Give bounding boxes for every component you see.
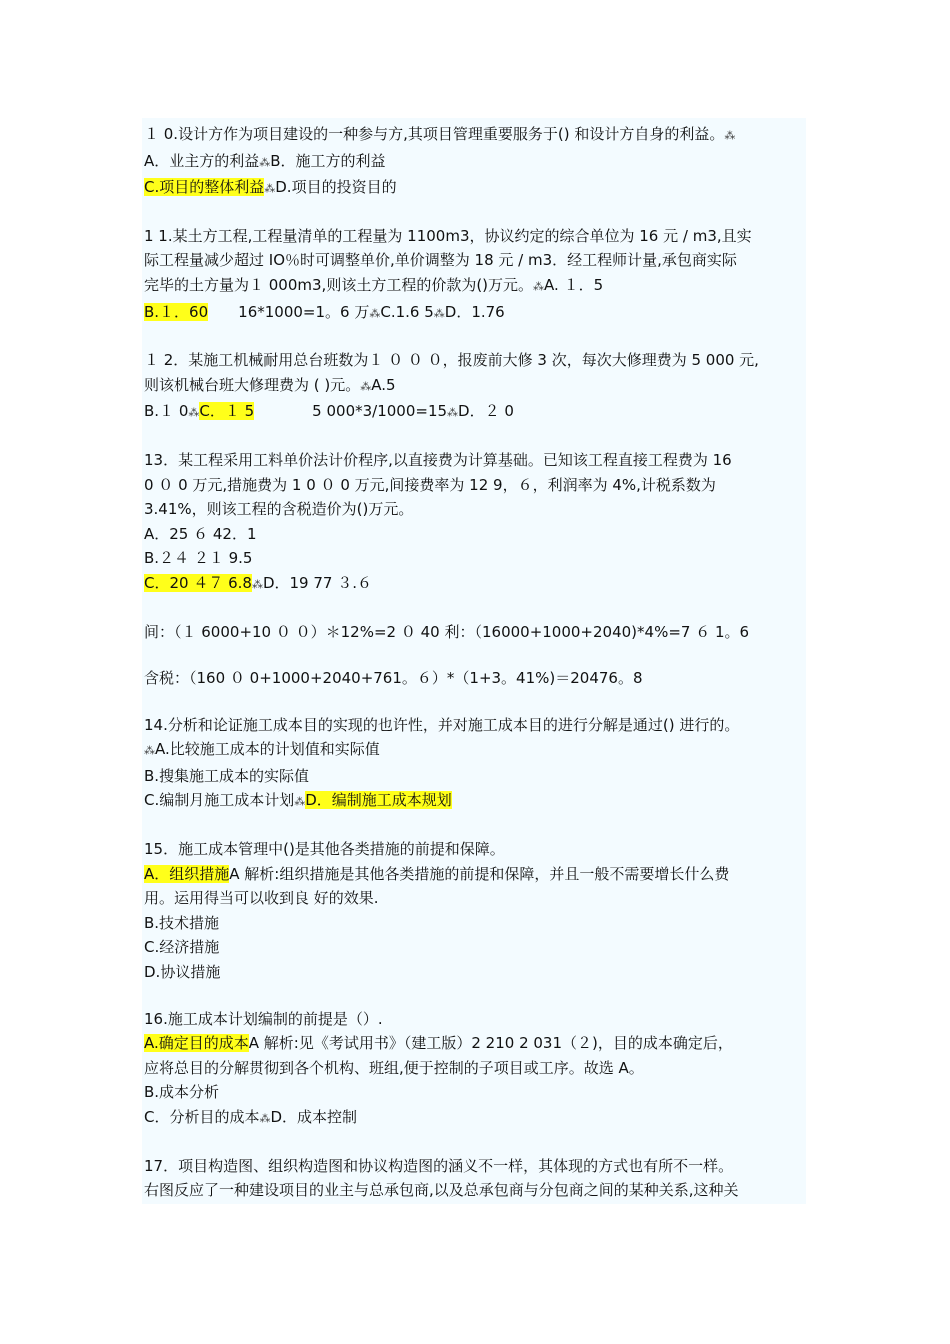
- question-text: 13．某工程采用工料单价法计价程序,以直接费为计算基础。已知该工程直接工程费为 16: [144, 450, 732, 469]
- paragraph-mark-icon: ⁂: [251, 577, 263, 591]
- option-a: A．业主方的利益: [144, 151, 260, 170]
- explanation: 应将总目的分解贯彻到各个机构、班组,便于控制的子项目或工序。故选 A。: [144, 1058, 644, 1077]
- option-d: D.项目的投资目的: [275, 178, 397, 197]
- option-a: A. １．5: [544, 275, 604, 294]
- question-text: 际工程量减少超过 IO％时可调整单价,单价调整为 18 元 / m3．经工程师计量,承包商实际: [144, 251, 737, 270]
- paragraph-mark-icon: ⁂: [294, 795, 306, 809]
- question-text: 1 1.某土方工程,工程量清单的工程量为 1100m3，协议约定的综合单位为 16 元 / m3,且实: [144, 226, 752, 245]
- question-text: 右图反应了一种建设项目的业主与总承包商,以及总承包商与分包商之间的某种关系,这种关: [144, 1181, 739, 1200]
- paragraph-mark-icon: ⁂: [360, 379, 372, 393]
- question-text: 17．项目构造图、组织构造图和协议构造图的涵义不一样，其体现的方式也有所不一样。: [144, 1156, 734, 1175]
- paragraph-mark-icon: ⁂: [144, 744, 155, 758]
- option-d-answer: D．编制施工成本规划: [305, 791, 452, 810]
- question-text: 15．施工成本管理中()是其他各类措施的前提和保障。: [144, 840, 505, 859]
- option-b: B.２４ ２１ 9.5: [144, 549, 253, 568]
- option-d: D.协议措施: [144, 963, 221, 982]
- option-b-answer: B.１．60: [144, 302, 209, 321]
- option-c: C.1.6 5: [380, 302, 434, 321]
- option-c-answer: C．１ 5: [199, 402, 255, 421]
- paragraph-mark-icon: ⁂: [259, 1112, 271, 1125]
- calculation-tax: [144, 666, 806, 691]
- calculation-indirect: [144, 620, 806, 645]
- paragraph-mark-icon: ⁂: [369, 306, 381, 320]
- explanation: 用。运用得当可以收到良 好的效果.: [144, 889, 379, 908]
- calculation: 5 000*3/1000=15: [312, 402, 448, 421]
- paragraph-mark-icon: ⁂: [264, 182, 276, 196]
- question-12: [144, 348, 806, 426]
- paragraph-mark-icon: ⁂: [433, 306, 445, 320]
- paragraph-mark-icon: ⁂: [447, 406, 459, 420]
- option-b: B.技术措施: [144, 913, 220, 932]
- question-text: 3.41%，则该工程的含税造价为()万元。: [144, 500, 414, 519]
- option-c-answer: C.项目的整体利益: [144, 178, 265, 197]
- question-text: １ 2．某施工机械耐用总台班数为１ ０ ０ ０，报废前大修 3 次，每次大修理费为 5 000 元,: [144, 351, 759, 370]
- option-d: D．２ 0: [458, 402, 514, 421]
- question-text: 16.施工成本计划编制的前提是（）.: [144, 1009, 383, 1028]
- option-a-answer: A.确定目的成本: [144, 1034, 249, 1053]
- paragraph-mark-icon: ⁂: [724, 129, 736, 142]
- question-14: [144, 713, 806, 815]
- paragraph-mark-icon: ⁂: [188, 406, 200, 420]
- explanation: A 解析:见《考试用书》（建工版）2 210 2 031（２)，目的成本确定后，: [248, 1034, 733, 1053]
- option-b: B.搜集施工成本的实际值: [144, 766, 310, 785]
- option-a: A．25 ６ 42．1: [144, 524, 257, 543]
- paragraph-mark-icon: ⁂: [259, 155, 271, 169]
- question-text: 0 ０ 0 万元,措施费为 1 0 ０ 0 万元,间接费率为 12 9，６，利润率为 4%,计税系数为: [144, 475, 716, 494]
- question-text: １ 0.设计方作为项目建设的一种参与方,其项目管理重要服务于() 和设计方自身的利益。: [144, 125, 725, 143]
- calculation: 间：（１ 6000+10 ０ ０）＊12%=2 ０ 40 利：（16000+1000+2040)*4%=7 ６ 1。6: [144, 622, 750, 641]
- option-d: D．成本控制: [270, 1108, 358, 1126]
- question-text: 完毕的土方量为１ 000m3,则该土方工程的价款为()万元。: [144, 275, 534, 294]
- option-c: C．分析目的成本: [144, 1108, 260, 1126]
- document-body: [142, 118, 806, 1204]
- question-text: 14.分析和论证施工成本目的实现的也许性，并对施工成本目的进行分解是通过() 进行的。: [144, 715, 740, 734]
- option-b: B.成本分析: [144, 1083, 220, 1102]
- option-c: C.编制月施工成本计划: [144, 791, 295, 810]
- option-c: C.经济措施: [144, 938, 220, 957]
- paragraph-mark-icon: ⁂: [533, 279, 545, 293]
- option-c-answer: C．20 ４７ 6.8: [144, 573, 252, 592]
- question-text: 则该机械台班大修理费为 ( )元。: [144, 375, 361, 394]
- question-15: [144, 837, 806, 985]
- question-17: [144, 1154, 806, 1203]
- option-b: B.１ 0: [144, 402, 189, 421]
- option-d: D．1.76: [444, 302, 505, 321]
- option-d: D．19 77 ３.６: [262, 573, 372, 592]
- question-16: [144, 1007, 806, 1132]
- calculation: 含税：（160 ０ 0+1000+2040+761。６）*（1+3。41%)＝20476。8: [144, 669, 643, 688]
- option-a: A.5: [371, 375, 396, 394]
- explanation: A 解析:组织措施是其他各类措施的前提和保障，并且一般不需要增长什么费: [229, 864, 730, 883]
- option-a: A.比较施工成本的计划值和实际值: [155, 740, 380, 759]
- question-13: [144, 448, 806, 598]
- question-11: [144, 224, 806, 326]
- calculation: 16*1000=1。6 万: [238, 302, 370, 321]
- option-b: B．施工方的利益: [270, 151, 386, 170]
- question-10: [144, 122, 806, 202]
- option-a-answer: A．组织措施: [144, 864, 230, 883]
